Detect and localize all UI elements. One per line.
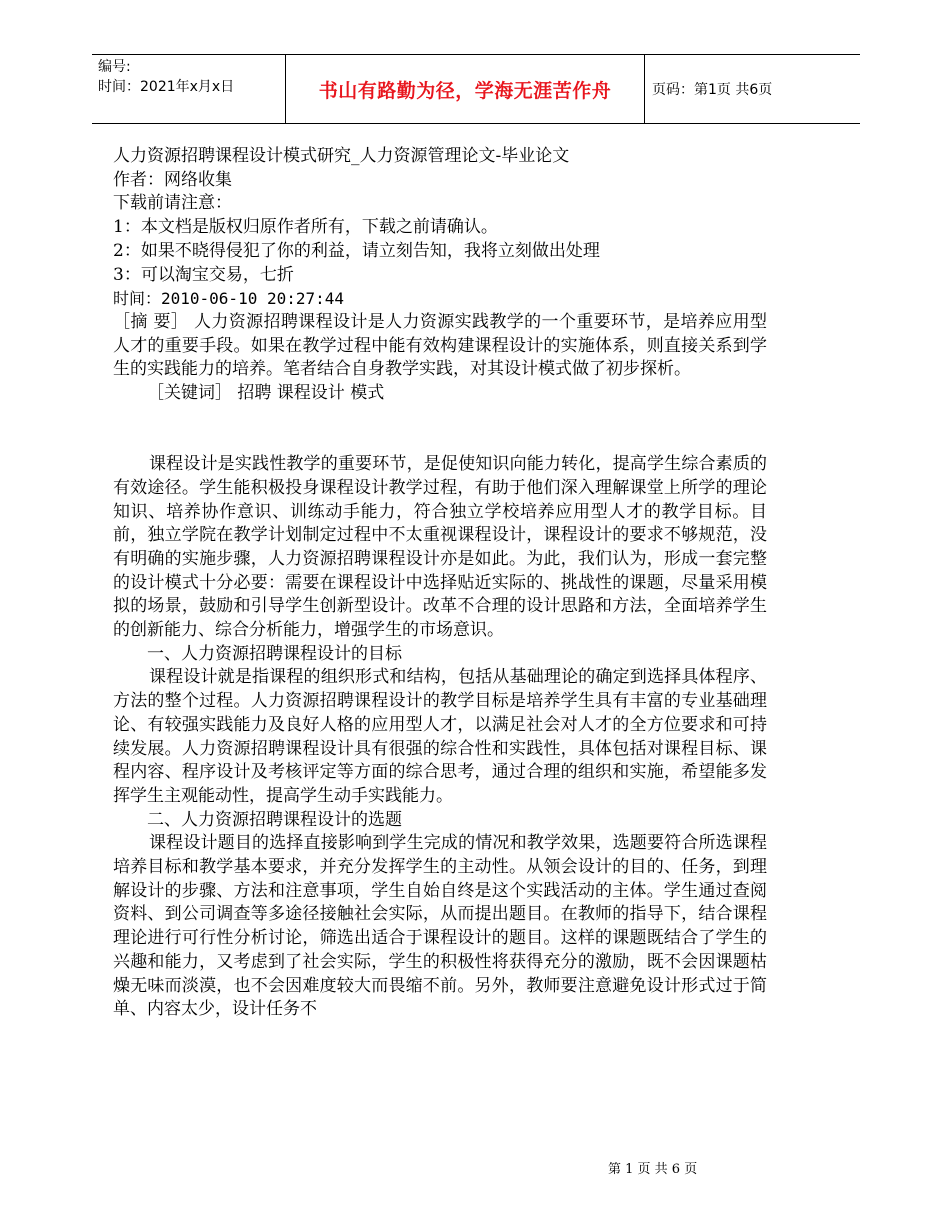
notice-item-2: 2：如果不晓得侵犯了你的利益，请立刻告知，我将立刻做出处理 (113, 240, 600, 261)
page-info: 页码：第1页 共6页 (652, 82, 773, 98)
abstract-paragraph: ［摘 要］ 人力资源招聘课程设计是人力资源实践教学的一个重要环节，是培养应用型人才的重要手段。如果在教学过程中能有效构建课程设计的实施体系，则直接关系到学生的实践能力的培养。笔者结合自身教学实践，对其设计模式做了初步探析。 (113, 311, 767, 380)
notice-heading: 下载前请注意： (113, 193, 232, 214)
section-heading-2: 二、人力资源招聘课程设计的选题 (147, 809, 402, 830)
time-label: 时间：2021年x月x日 (98, 79, 235, 95)
blank-line (113, 406, 767, 430)
author-line: 作者：网络收集 (113, 169, 232, 190)
motto-text: 书山有路勤为径，学海无涯苦作舟 (318, 79, 612, 102)
page-header (92, 54, 860, 124)
notice-item-3: 3：可以淘宝交易，七折 (113, 264, 294, 285)
intro-paragraph: 课程设计是实践性教学的重要环节，是促使知识向能力转化，提高学生综合素质的有效途径。学生能积极投身课程设计教学过程，有助于他们深入理解课堂上所学的理论知识、培养协作意识、训练动手能力，符合独立学校培养应用型人才的教学目标。目前，独立学院在教学计划制定过程中不太重视课程设计，课程设计的要求不够规范，没有明确的实施步骤，人力资源招聘课程设计亦是如此。为此，我们认为，形成一套完整的设计模式十分必要：需要在课程设计中选择贴近实际的、挑战性的课题，尽量采用模拟的场景，鼓励和引导学生创新型设计。改革不合理的设计思路和方法，全面培养学生的创新能力、综合分析能力，增强学生的市场意识。 (113, 454, 767, 641)
publish-time: 时间：2010-06-10 20:27:44 (113, 289, 345, 309)
section-heading-1: 一、人力资源招聘课程设计的目标 (147, 643, 402, 664)
document-title: 人力资源招聘课程设计模式研究_人力资源管理论文-毕业论文 (113, 146, 570, 166)
motto-cell (285, 55, 645, 123)
section-2-paragraph: 课程设计题目的选择直接影响到学生完成的情况和教学效果，选题要符合所选课程培养目标和教学基本要求，并充分发挥学生的主动性。从领会设计的目的、任务，到理解设计的步骤、方法和注意事项，学生自始自终是这个实践活动的主体。学生通过查阅资料、到公司调查等多途径接触社会实际，从而提出题目。在教师的指导下，结合课程理论进行可行性分析讨论，筛选出适合于课程设计的题目。这样的课题既结合了学生的兴趣和能力，又考虑到了社会实际，学生的积极性将获得充分的激励，既不会因课题枯燥无味而淡漠，也不会因难度较大而畏缩不前。另外，教师要注意避免设计形式过于简单、内容太少，设计任务不 (113, 833, 767, 1020)
document-body (113, 145, 767, 1022)
notice-item-1: 1：本文档是版权归原作者所有，下载之前请确认。 (113, 217, 498, 238)
header-meta (98, 57, 283, 97)
keywords-line: ［关键词］ 招聘 课程设计 模式 (147, 383, 385, 404)
number-label: 编号: (98, 59, 131, 75)
footer-page-number: 第 1 页 共 6 页 (608, 1162, 698, 1177)
section-1-paragraph: 课程设计就是指课程的组织形式和结构，包括从基础理论的确定到选择具体程序、方法的整个过程。人力资源招聘课程设计的教学目标是培养学生具有丰富的专业基础理论、有较强实践能力及良好人格的应用型人才，以满足社会对人才的全方位要求和可持续发展。人力资源招聘课程设计具有很强的综合性和实践性，具体包括对课程目标、课程内容、程序设计及考核评定等方面的综合思考，通过合理的组织和实施，希望能多发挥学生主观能动性，提高学生动手实践能力。 (113, 667, 767, 806)
blank-line (113, 429, 767, 453)
